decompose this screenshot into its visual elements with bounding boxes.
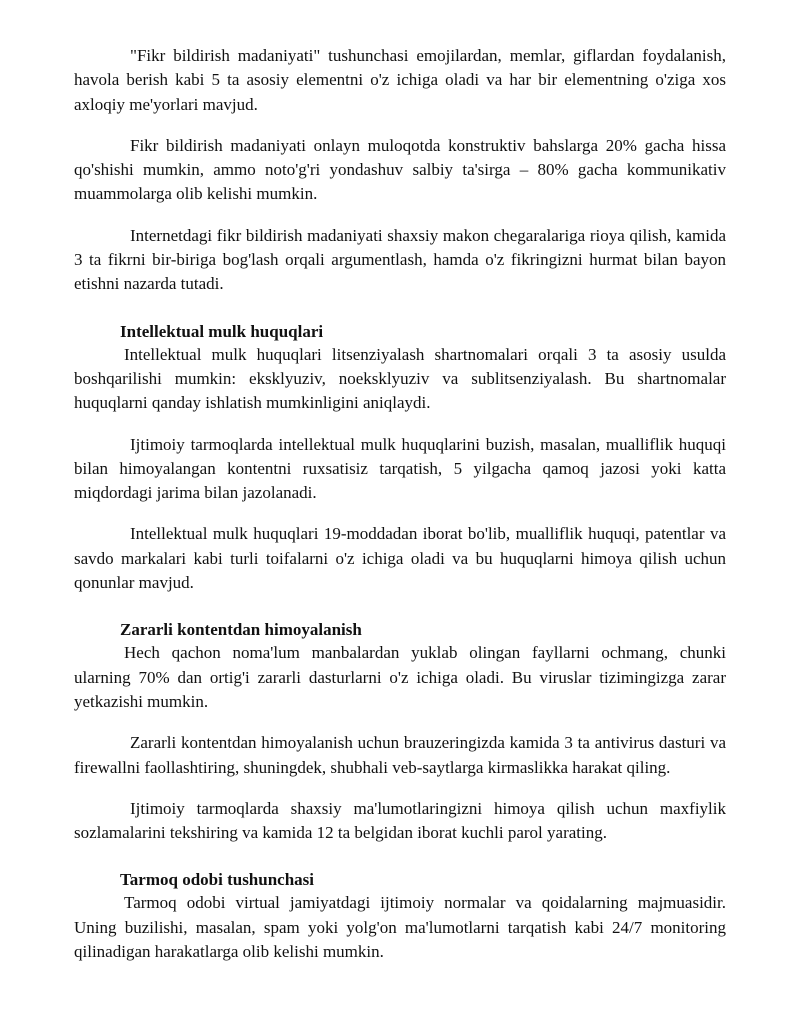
- paragraph: Hech qachon noma'lum manbalardan yuklab olingan fayllarni ochmang, chunki ularning 70% dan ortig'i zararli dasturlarni o'z ichiga oladi. Bu viruslar tizimingizga zarar yetkazishi mumkin.: [74, 643, 726, 711]
- document-page: [74, 44, 726, 981]
- paragraph: Ijtimoiy tarmoqlarda intellektual mulk huquqlarini buzish, masalan, mualliflik huquqi bilan himoyalangan kontentni ruxsatisiz tarqatish, 5 yilgacha qamoq jazosi yoki katta miqdordagi jarima bilan jazolanadi.: [74, 434, 726, 503]
- paragraph: "Fikr bildirish madaniyati" tushunchasi emojilardan, memlar, giflardan foydalanish, havola berish kabi 5 ta asosiy elementni o'z ichiga oladi va har bir elementning o'ziga xos axloqiy me'yorlari mavjud.: [74, 46, 726, 114]
- section-heading: Tarmoq odobi tushunchasi: [120, 870, 315, 890]
- paragraph: Intellektual mulk huquqlari 19-moddadan iborat bo'lib, mualliflik huquqi, patentlar va savdo markalari kabi turli toifalarni o'z ichiga oladi va bu huquqlarni himoya qilish uchun qonunlar mavjud.: [74, 524, 726, 593]
- section-heading: Intellektual mulk huquqlari: [120, 321, 324, 341]
- paragraph: Fikr bildirish madaniyati onlayn muloqotda konstruktiv bahslarga 20% gacha hissa qo'shishi mumkin, ammo noto'g'ri yondashuv salbiy ta'sirga – 80% gacha kommunikativ muammolarga olib kelishi mumkin.: [74, 135, 726, 204]
- paragraph: Ijtimoiy tarmoqlarda shaxsiy ma'lumotlaringizni himoya qilish uchun maxfiylik sozlamalarini tekshiring va kamida 12 ta belgidan iborat kuchli parol yarating.: [74, 798, 726, 843]
- paragraph: Internetdagi fikr bildirish madaniyati shaxsiy makon chegaralariga rioya qilish, kamida 3 ta fikrni bir-biriga bog'lash orqali argumentlash, hamda o'z fikringizni hurmat bilan bayon etishni nazarda tutadi.: [74, 225, 726, 294]
- section-heading: Zararli kontentdan himoyalanish: [120, 620, 362, 640]
- paragraph: Intellektual mulk huquqlari litsenziyalash shartnomalari orqali 3 ta asosiy usulda boshqarilishi mumkin: eksklyuziv, noeksklyuziv va sublitsenziyalash. Bu shartnomalar huquqlarni qanday ishlatish mumkinligini aniqlaydi.: [74, 344, 726, 413]
- paragraph: Zararli kontentdan himoyalanish uchun brauzeringizda kamida 3 ta antivirus dasturi va firewallni faollashtiring, shuningdek, shubhali veb-saytlarga kirmaslikka harakat qiling.: [74, 733, 726, 777]
- paragraph: Tarmoq odobi virtual jamiyatdagi ijtimoiy normalar va qoidalarning majmuasidir. Uning buzilishi, masalan, spam yoki yolg'on ma'lumotlarni tarqatish kabi 24/7 monitoring qilinadigan harakatlarga olib kelishi mumkin.: [74, 893, 726, 962]
